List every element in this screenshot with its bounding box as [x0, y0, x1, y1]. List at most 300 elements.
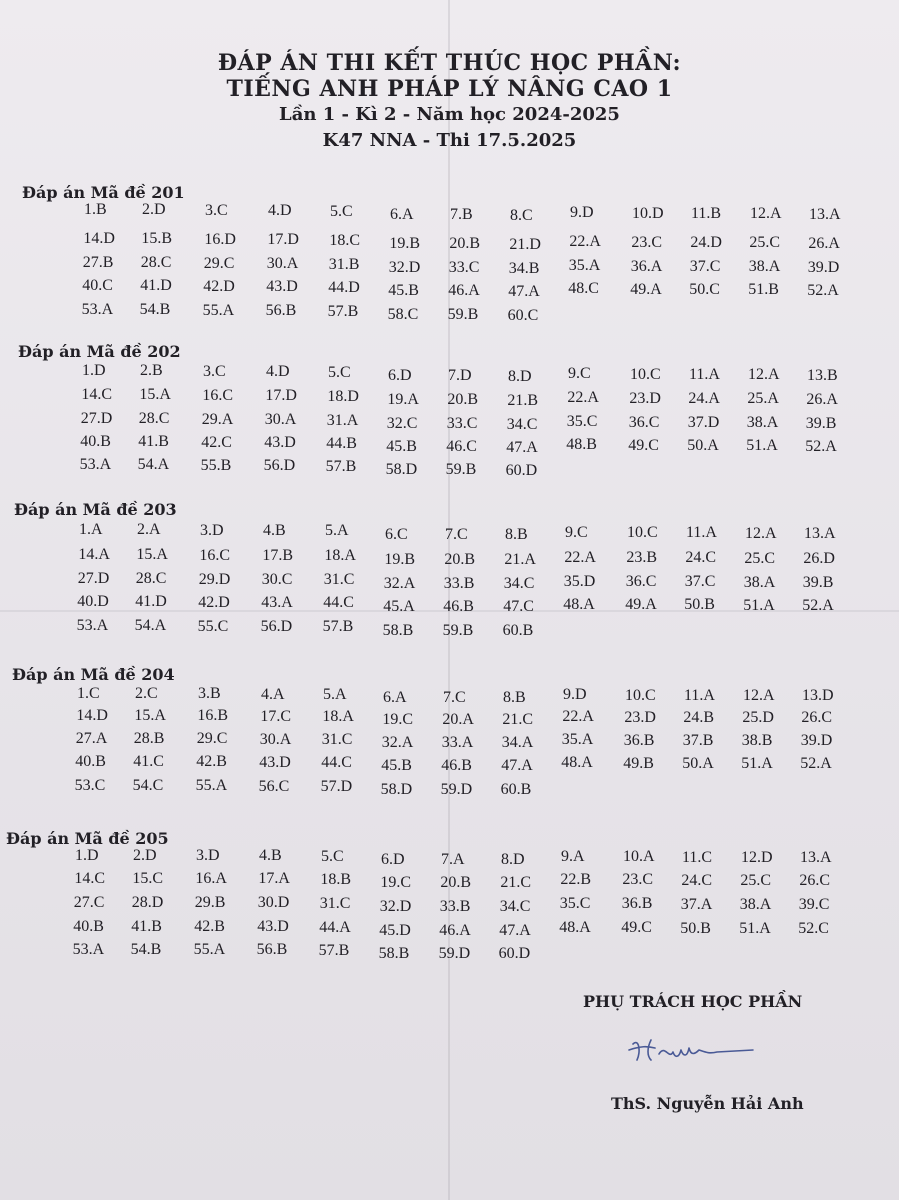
answer-item: 31.B [328, 255, 360, 273]
answer-item: 11.B [691, 205, 722, 222]
answer-item: 5.C [330, 202, 353, 220]
answer-item: 37.C [689, 258, 721, 275]
answer-item: 24.B [683, 708, 715, 726]
answer-item: 47.A [508, 282, 540, 300]
answer-item: 10.A [623, 848, 655, 866]
answer-item: 57.B [325, 457, 357, 475]
answer-item: 50.B [684, 596, 715, 614]
answer-item: 56.C [258, 777, 290, 795]
answer-item: 37.D [687, 414, 720, 431]
answer-item: 29.A [201, 410, 234, 428]
answer-item: 4.A [261, 685, 285, 703]
answer-item: 42.B [194, 918, 225, 936]
answer-item: 49.A [625, 595, 657, 613]
answer-item: 4.D [268, 202, 292, 220]
answer-item: 47.A [499, 922, 531, 940]
answer-item: 2.B [140, 362, 163, 380]
answer-item: 46.A [439, 921, 471, 939]
answer-item: 57.D [320, 777, 353, 795]
answer-item: 43.D [259, 753, 291, 771]
answer-item: 54.B [139, 301, 171, 319]
header-title: ĐÁP ÁN THI KẾT THÚC HỌC PHẦN: [217, 50, 682, 76]
section-title: Đáp án Mã đề 204 [12, 665, 175, 684]
answer-item: 34.C [499, 898, 531, 916]
answer-item: 27.D [77, 570, 110, 587]
answer-item: 41.B [138, 433, 169, 451]
answer-item: 31.C [319, 894, 351, 912]
answer-item: 12.A [748, 366, 780, 384]
answer-item: 59.B [442, 621, 474, 639]
answer-item: 9.D [563, 686, 587, 704]
answer-item: 50.A [687, 437, 719, 454]
answer-item: 6.A [390, 206, 414, 223]
answer-item: 2.A [137, 521, 161, 539]
answer-item: 43.D [264, 434, 296, 452]
answer-item: 3.C [205, 201, 228, 219]
answer-item: 5.A [323, 685, 347, 703]
answer-item: 38.A [743, 573, 776, 591]
answer-item: 23.C [622, 871, 654, 889]
answer-item: 44.C [321, 753, 352, 771]
answer-item: 59.B [445, 461, 477, 479]
answer-item: 32.D [388, 259, 421, 276]
answer-item: 15.A [139, 386, 171, 404]
answer-item: 29.C [196, 730, 228, 748]
answer-item: 55.A [195, 777, 228, 795]
answer-item: 55.A [202, 301, 235, 319]
answer-item: 34.A [501, 734, 534, 752]
answer-item: 25.D [742, 708, 774, 726]
answer-item: 43.A [261, 593, 293, 611]
answer-item: 18.A [324, 547, 356, 565]
answer-item: 10.D [632, 204, 664, 222]
answer-item: 18.D [327, 387, 359, 405]
answer-item: 12.A [750, 205, 782, 223]
answer-item: 16.C [199, 546, 231, 564]
answer-item: 14.C [81, 386, 113, 403]
answer-item: 22.B [560, 871, 592, 889]
answer-item: 41.B [131, 918, 162, 936]
answer-item: 4.D [266, 363, 290, 381]
answer-item: 7.D [448, 367, 472, 385]
answer-item: 52.A [805, 437, 837, 455]
answer-item: 16.C [202, 386, 234, 404]
answer-item: 7.C [445, 525, 468, 543]
answer-item: 17.B [262, 546, 294, 564]
answer-item: 51.B [748, 281, 779, 299]
answer-item: 60.B [502, 622, 534, 640]
answer-item: 8.B [503, 689, 526, 707]
answer-item: 10.C [625, 686, 656, 704]
answer-item: 12.A [743, 686, 775, 704]
answer-item: 43.D [257, 918, 289, 936]
answer-item: 40.B [73, 918, 104, 935]
answer-item: 7.A [441, 850, 465, 868]
answer-item: 16.A [195, 870, 227, 888]
answer-item: 20.B [447, 391, 479, 409]
answer-item: 53.A [81, 301, 114, 318]
answer-item: 38.A [746, 414, 779, 432]
answer-item: 31.A [326, 411, 359, 429]
answer-item: 14.A [78, 546, 110, 563]
answer-item: 57.B [327, 302, 359, 320]
answer-item: 30.A [264, 411, 297, 429]
answer-item: 51.A [739, 919, 771, 937]
answer-item: 47.A [501, 757, 533, 775]
answer-item: 49.A [630, 280, 662, 298]
answer-item: 26.A [808, 234, 840, 252]
answer-item: 45.D [379, 921, 411, 939]
answer-item: 19.C [380, 873, 412, 891]
answer-item: 33.B [443, 574, 475, 592]
answer-item: 5.C [321, 847, 344, 865]
answer-item: 19.B [384, 550, 416, 568]
answer-item: 51.A [746, 437, 778, 455]
answer-item: 22.A [562, 708, 594, 726]
answer-item: 18.C [329, 231, 361, 249]
answer-item: 20.A [442, 711, 474, 729]
answer-item: 9.C [568, 365, 591, 383]
answer-item: 13.A [804, 524, 836, 542]
answer-item: 29.D [198, 570, 231, 588]
answer-item: 8.D [508, 367, 532, 385]
answer-item: 50.C [689, 281, 720, 298]
answer-item: 48.C [568, 280, 599, 298]
answer-item: 2.C [135, 685, 158, 703]
answer-item: 15.A [134, 707, 166, 725]
answer-item: 29.B [194, 894, 226, 912]
header-course: TIẾNG ANH PHÁP LÝ NÂNG CAO 1 [226, 76, 673, 102]
answer-item: 53.A [72, 941, 105, 958]
answer-item: 15.C [132, 870, 164, 888]
answer-item: 17.D [267, 231, 299, 249]
signature-role: PHỤ TRÁCH HỌC PHẦN [583, 992, 803, 1011]
answer-item: 25.A [747, 390, 779, 408]
answer-item: 54.C [132, 777, 164, 795]
answer-item: 4.B [263, 521, 286, 539]
answer-item: 13.D [802, 687, 834, 705]
answer-item: 32.D [379, 897, 412, 915]
answer-item: 8.C [510, 206, 533, 224]
answer-item: 41.D [140, 277, 172, 295]
answer-item: 20.B [449, 235, 481, 253]
answer-item: 30.A [266, 255, 299, 273]
answer-item: 27.A [75, 730, 108, 747]
answer-item: 21.C [502, 711, 534, 729]
answer-item: 11.A [689, 366, 720, 383]
answer-item: 12.A [745, 524, 777, 542]
answer-item: 57.B [318, 941, 350, 959]
section-title: Đáp án Mã đề 203 [14, 500, 177, 519]
answer-item: 45.B [381, 756, 412, 774]
answer-item: 60.D [498, 945, 531, 963]
answer-item: 57.B [322, 618, 354, 636]
answer-item: 26.C [799, 871, 831, 889]
answer-item: 56.B [256, 941, 288, 959]
answer-item: 33.C [448, 259, 480, 277]
answer-item: 60.C [507, 306, 539, 324]
answer-item: 11.A [684, 686, 715, 704]
answer-item: 49.B [623, 754, 654, 772]
answer-item: 1.A [79, 521, 103, 538]
answer-item: 39.B [802, 573, 834, 591]
answer-item: 26.A [806, 390, 838, 408]
answer-item: 28.C [135, 570, 167, 588]
answer-item: 18.A [322, 707, 354, 725]
answer-item: 51.A [743, 596, 775, 614]
answer-item: 5.C [328, 363, 351, 381]
answer-item: 28.C [138, 410, 170, 428]
section-title: Đáp án Mã đề 201 [22, 183, 185, 202]
answer-item: 20.B [440, 873, 472, 891]
answer-item: 44.A [319, 918, 351, 936]
answer-item: 45.A [383, 597, 415, 615]
document-header [0, 52, 899, 150]
answer-item: 6.D [388, 367, 412, 384]
answer-item: 6.A [383, 688, 407, 706]
answer-item: 52.A [802, 596, 834, 614]
answer-item: 46.C [446, 438, 477, 456]
answer-item: 49.C [621, 919, 652, 937]
answer-item: 17.D [265, 387, 297, 405]
answer-item: 40.B [75, 753, 106, 770]
answer-item: 58.D [380, 780, 413, 798]
answer-item: 30.D [257, 894, 290, 912]
answer-item: 24.C [685, 549, 717, 567]
answer-item: 25.C [744, 549, 776, 567]
answer-item: 8.B [505, 526, 528, 544]
answer-item: 59.D [438, 944, 471, 962]
answer-item: 21.D [509, 235, 541, 253]
answer-item: 31.C [321, 730, 353, 748]
answer-item: 18.B [320, 870, 352, 888]
answer-item: 45.B [388, 282, 419, 299]
answer-item: 56.D [260, 617, 293, 635]
answer-item: 47.A [506, 438, 538, 456]
answer-item: 8.D [501, 851, 525, 869]
answer-item: 13.A [809, 205, 841, 223]
answer-item: 6.D [381, 850, 405, 868]
answer-item: 53.C [74, 777, 106, 794]
answer-item: 23.D [629, 389, 661, 407]
header-term: Lần 1 - Kì 2 - Năm học 2024-2025 [279, 104, 620, 125]
answer-item: 10.C [630, 365, 661, 383]
answer-item: 32.A [383, 574, 416, 592]
answer-item: 1.D [82, 362, 106, 379]
answer-item: 34.B [508, 259, 540, 277]
answer-item: 11.C [682, 848, 713, 866]
answer-item: 6.C [385, 525, 408, 543]
answer-item: 48.A [559, 919, 591, 937]
answer-item: 25.C [740, 871, 772, 889]
answer-item: 58.B [378, 944, 410, 962]
answer-item: 55.A [193, 941, 226, 959]
answer-item: 28.B [133, 730, 165, 748]
answer-item: 55.B [200, 456, 232, 474]
answer-item: 19.A [387, 391, 419, 408]
header-cohort-date: K47 NNA - Thi 17.5.2025 [322, 130, 577, 151]
answer-item: 54.A [137, 456, 170, 474]
answer-item: 32.A [381, 733, 414, 751]
answer-item: 16.B [197, 707, 229, 725]
answer-item: 17.C [260, 707, 292, 725]
answer-item: 35.A [561, 731, 594, 749]
answer-item: 39.B [805, 414, 837, 432]
answer-item: 35.D [563, 572, 596, 590]
answer-item: 52.A [807, 281, 839, 299]
answer-item: 43.D [266, 278, 298, 296]
answer-item: 48.A [561, 754, 593, 772]
answer-item: 60.B [500, 781, 532, 799]
answer-item: 52.A [800, 755, 832, 773]
answer-item: 3.B [198, 685, 221, 703]
answer-item: 24.C [681, 871, 713, 889]
answer-item: 1.D [75, 847, 99, 864]
answer-item: 30.C [261, 570, 293, 588]
answer-item: 37.B [682, 731, 714, 749]
section-title: Đáp án Mã đề 205 [6, 829, 169, 848]
answer-item: 46.B [443, 597, 474, 615]
answer-item: 21.B [507, 391, 539, 409]
answer-item: 3.C [203, 362, 226, 380]
answer-item: 48.A [563, 595, 595, 613]
answer-item: 7.C [443, 689, 466, 707]
answer-item: 24.D [690, 234, 722, 251]
answer-item: 49.C [628, 436, 659, 454]
signer-name: ThS. Nguyễn Hải Anh [611, 1094, 804, 1113]
section-title: Đáp án Mã đề 202 [18, 342, 181, 361]
answer-item: 36.B [623, 731, 655, 749]
answer-item: 50.A [682, 754, 714, 772]
answer-item: 14.C [74, 870, 106, 887]
answer-item: 39.D [800, 732, 833, 750]
answer-item: 7.B [450, 206, 473, 224]
answer-item: 26.D [803, 549, 835, 567]
answer-item: 16.D [204, 230, 236, 248]
answer-item: 39.C [798, 895, 830, 913]
answer-item: 53.A [79, 456, 112, 473]
answer-item: 33.C [446, 415, 478, 433]
answer-item: 58.B [382, 621, 414, 639]
answer-item: 48.B [566, 436, 597, 454]
answer-item: 42.D [198, 593, 230, 611]
answer-item: 36.C [628, 413, 660, 431]
answer-item: 54.A [134, 617, 167, 635]
answer-item: 19.C [382, 710, 414, 728]
answer-item: 33.B [439, 897, 471, 915]
answer-item: 22.A [567, 389, 599, 407]
answer-item: 42.C [201, 433, 232, 451]
answer-item: 54.B [130, 941, 162, 959]
answer-item: 46.A [448, 282, 480, 300]
answer-item: 44.D [328, 278, 360, 296]
answer-item: 15.A [136, 546, 168, 564]
answer-item: 58.D [385, 461, 418, 478]
answer-item: 20.B [444, 550, 476, 568]
answer-item: 47.C [503, 598, 534, 616]
answer-item: 9.A [561, 848, 585, 866]
answer-item: 19.B [389, 235, 421, 252]
answer-item: 34.C [506, 415, 538, 433]
answer-item: 5.A [325, 522, 349, 540]
answer-item: 59.B [447, 306, 479, 324]
answer-item: 28.C [140, 254, 172, 272]
answer-item: 39.D [807, 258, 840, 276]
answer-item: 31.C [323, 571, 355, 589]
answer-item: 55.C [197, 617, 229, 635]
answer-item: 56.D [263, 457, 296, 475]
answer-item: 21.C [500, 874, 532, 892]
answer-item: 22.A [569, 233, 601, 251]
answer-item: 42.B [196, 753, 227, 771]
answer-item: 35.A [568, 257, 601, 275]
answer-item: 38.B [741, 731, 773, 749]
answer-item: 50.B [680, 919, 711, 937]
answer-item: 37.C [684, 573, 716, 591]
handwritten-signature [625, 1030, 765, 1074]
answer-item: 56.B [265, 302, 297, 320]
answer-item: 42.D [203, 277, 235, 295]
answer-item: 44.B [326, 434, 357, 452]
answer-item: 33.A [441, 734, 474, 752]
answer-item: 60.D [505, 461, 538, 479]
answer-item: 40.D [77, 593, 109, 610]
answer-item: 41.D [135, 593, 167, 611]
answer-item: 35.C [566, 413, 598, 431]
answer-item: 9.D [570, 204, 594, 222]
answer-item: 3.D [196, 847, 220, 865]
answer-item: 40.B [80, 433, 111, 450]
answer-item: 4.B [259, 847, 282, 865]
answer-item: 23.D [624, 708, 656, 726]
answer-item: 29.C [203, 254, 235, 272]
answer-item: 53.A [76, 617, 109, 634]
answer-item: 23.C [631, 233, 663, 251]
answer-item: 27.C [73, 894, 105, 911]
answer-item: 12.D [741, 848, 773, 866]
answer-item: 28.D [131, 894, 164, 912]
answer-item: 38.A [748, 258, 781, 276]
answer-item: 30.A [259, 730, 292, 748]
answer-item: 13.B [807, 366, 838, 384]
answer-item: 37.A [680, 895, 713, 913]
answer-item: 44.C [323, 594, 354, 612]
answer-item: 1.C [77, 685, 100, 702]
answer-item: 35.C [559, 895, 591, 913]
answer-item: 2.D [133, 847, 157, 865]
answer-item: 27.B [82, 254, 114, 271]
answer-item: 41.C [133, 753, 164, 771]
answer-item: 38.A [739, 895, 772, 913]
answer-item: 1.B [84, 201, 107, 218]
answer-item: 10.C [627, 523, 658, 541]
answer-item: 27.D [80, 410, 113, 427]
answer-item: 11.A [686, 524, 717, 542]
answer-item: 14.D [83, 230, 115, 247]
answer-item: 58.C [387, 306, 419, 323]
answer-item: 3.D [200, 521, 224, 539]
answer-item: 34.C [503, 575, 535, 593]
answer-item: 26.C [801, 709, 833, 727]
answer-item: 51.A [741, 754, 773, 772]
answer-item: 36.C [625, 572, 657, 590]
answer-item: 9.C [565, 523, 588, 541]
answer-item: 36.A [630, 257, 663, 275]
answer-item: 17.A [258, 870, 290, 888]
answer-item: 32.C [386, 415, 418, 432]
answer-item: 24.A [688, 390, 720, 407]
answer-item: 23.B [626, 548, 658, 566]
